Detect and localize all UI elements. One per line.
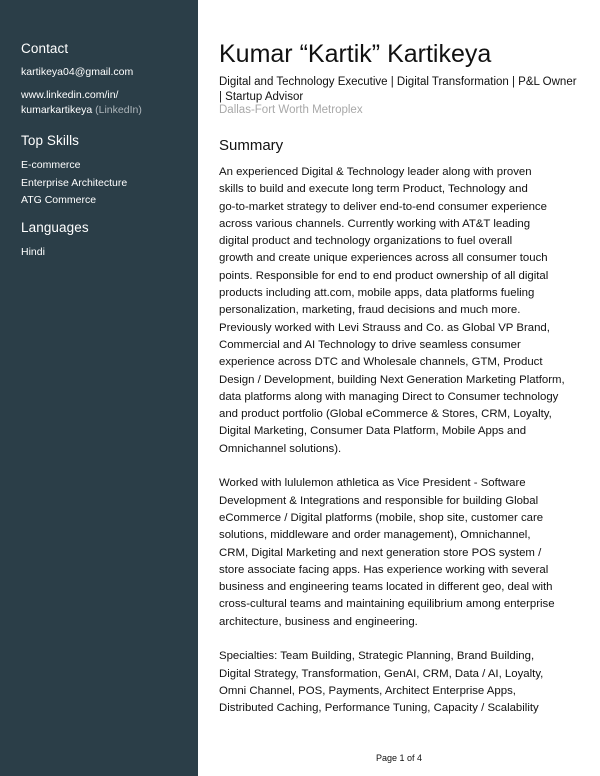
profile-location: Dallas-Fort Worth Metroplex: [219, 104, 363, 116]
page-number: Page 1 of 4: [376, 753, 423, 763]
top-skills-section: [21, 133, 190, 210]
linkedin-tag: (LinkedIn): [95, 104, 142, 116]
top-skills-heading: Top Skills: [21, 133, 80, 148]
contact-heading: Contact: [21, 41, 69, 56]
skill-item: Enterprise Architecture: [21, 176, 128, 189]
linkedin-link-line1[interactable]: www.linkedin.com/in/: [21, 89, 119, 101]
summary-paragraph: Specialties: Team Building, Strategic Planning, Brand Building, Digital Strategy, Transformation, GenAI, CRM, Data / AI, Loyalty, Omni Channel, POS, Payments, Architect Enterprise Apps, Distributed Caching, Performance Tuning, Capacity / Scalability: [219, 650, 544, 715]
profile-name: Kumar “Kartik” Kartikeya: [219, 40, 492, 68]
summary-paragraph: An experienced Digital & Technology leader along with proven skills to build and execute long term Product, Technology and go-to-market strategy to deliver end-to-end consumer experience across various channels. Currently working with AT&T leading digital product and technology organizations to fuel overall growth and create unique experiences across all consumer touch points. Responsible for end to end product ownership of all digital products including att.com, mobile apps, data platforms fueling personalization, marketing, fraud decisions and much more. Previously worked with Levi Strauss and Co. as Global VP Brand, Commercial and AI Technology to drive seamless consumer experience across DTC and Wholesale channels, GTM, Product Design / Development, building Next Generation Marketing Platform, data platforms along with managing Direct to Consumer technology and product portfolio (Global eCommerce & Stores, CRM, Loyalty, Digital Marketing, Consumer Data Platform, Mobile Apps and Omnichannel solutions).: [219, 166, 565, 455]
email-link[interactable]: kartikeya04@gmail.com: [21, 66, 134, 78]
profile-headline: Digital and Technology Executive | Digital Transformation | P&L Owner | Startup Advisor: [219, 76, 577, 103]
linkedin-link-line2[interactable]: [21, 103, 190, 118]
sidebar: [0, 0, 198, 776]
contact-section: [21, 41, 190, 118]
summary-heading: Summary: [219, 137, 284, 154]
summary-body: [219, 164, 584, 735]
skill-item: ATG Commerce: [21, 194, 97, 206]
linkedin-handle[interactable]: kumarkartikeya: [21, 104, 93, 116]
skill-item: E-commerce: [21, 159, 81, 171]
summary-paragraph: Worked with lululemon athletica as Vice President - Software Development & Integrations and responsible for building Global eCommerce / Digital platforms (mobile, shop site, customer care solutions, middleware and order management), Omnichannel, CRM, Digital Marketing and next generation store POS system / store associate facing apps. Has experience working with several business and engineering teams located in different geo, deal with cross-cultural teams and maintaining equilibrium among enterprise architecture, business and engineering.: [219, 477, 555, 628]
languages-heading: Languages: [21, 220, 89, 235]
languages-section: [21, 220, 190, 262]
language-item: Hindi: [21, 246, 45, 258]
